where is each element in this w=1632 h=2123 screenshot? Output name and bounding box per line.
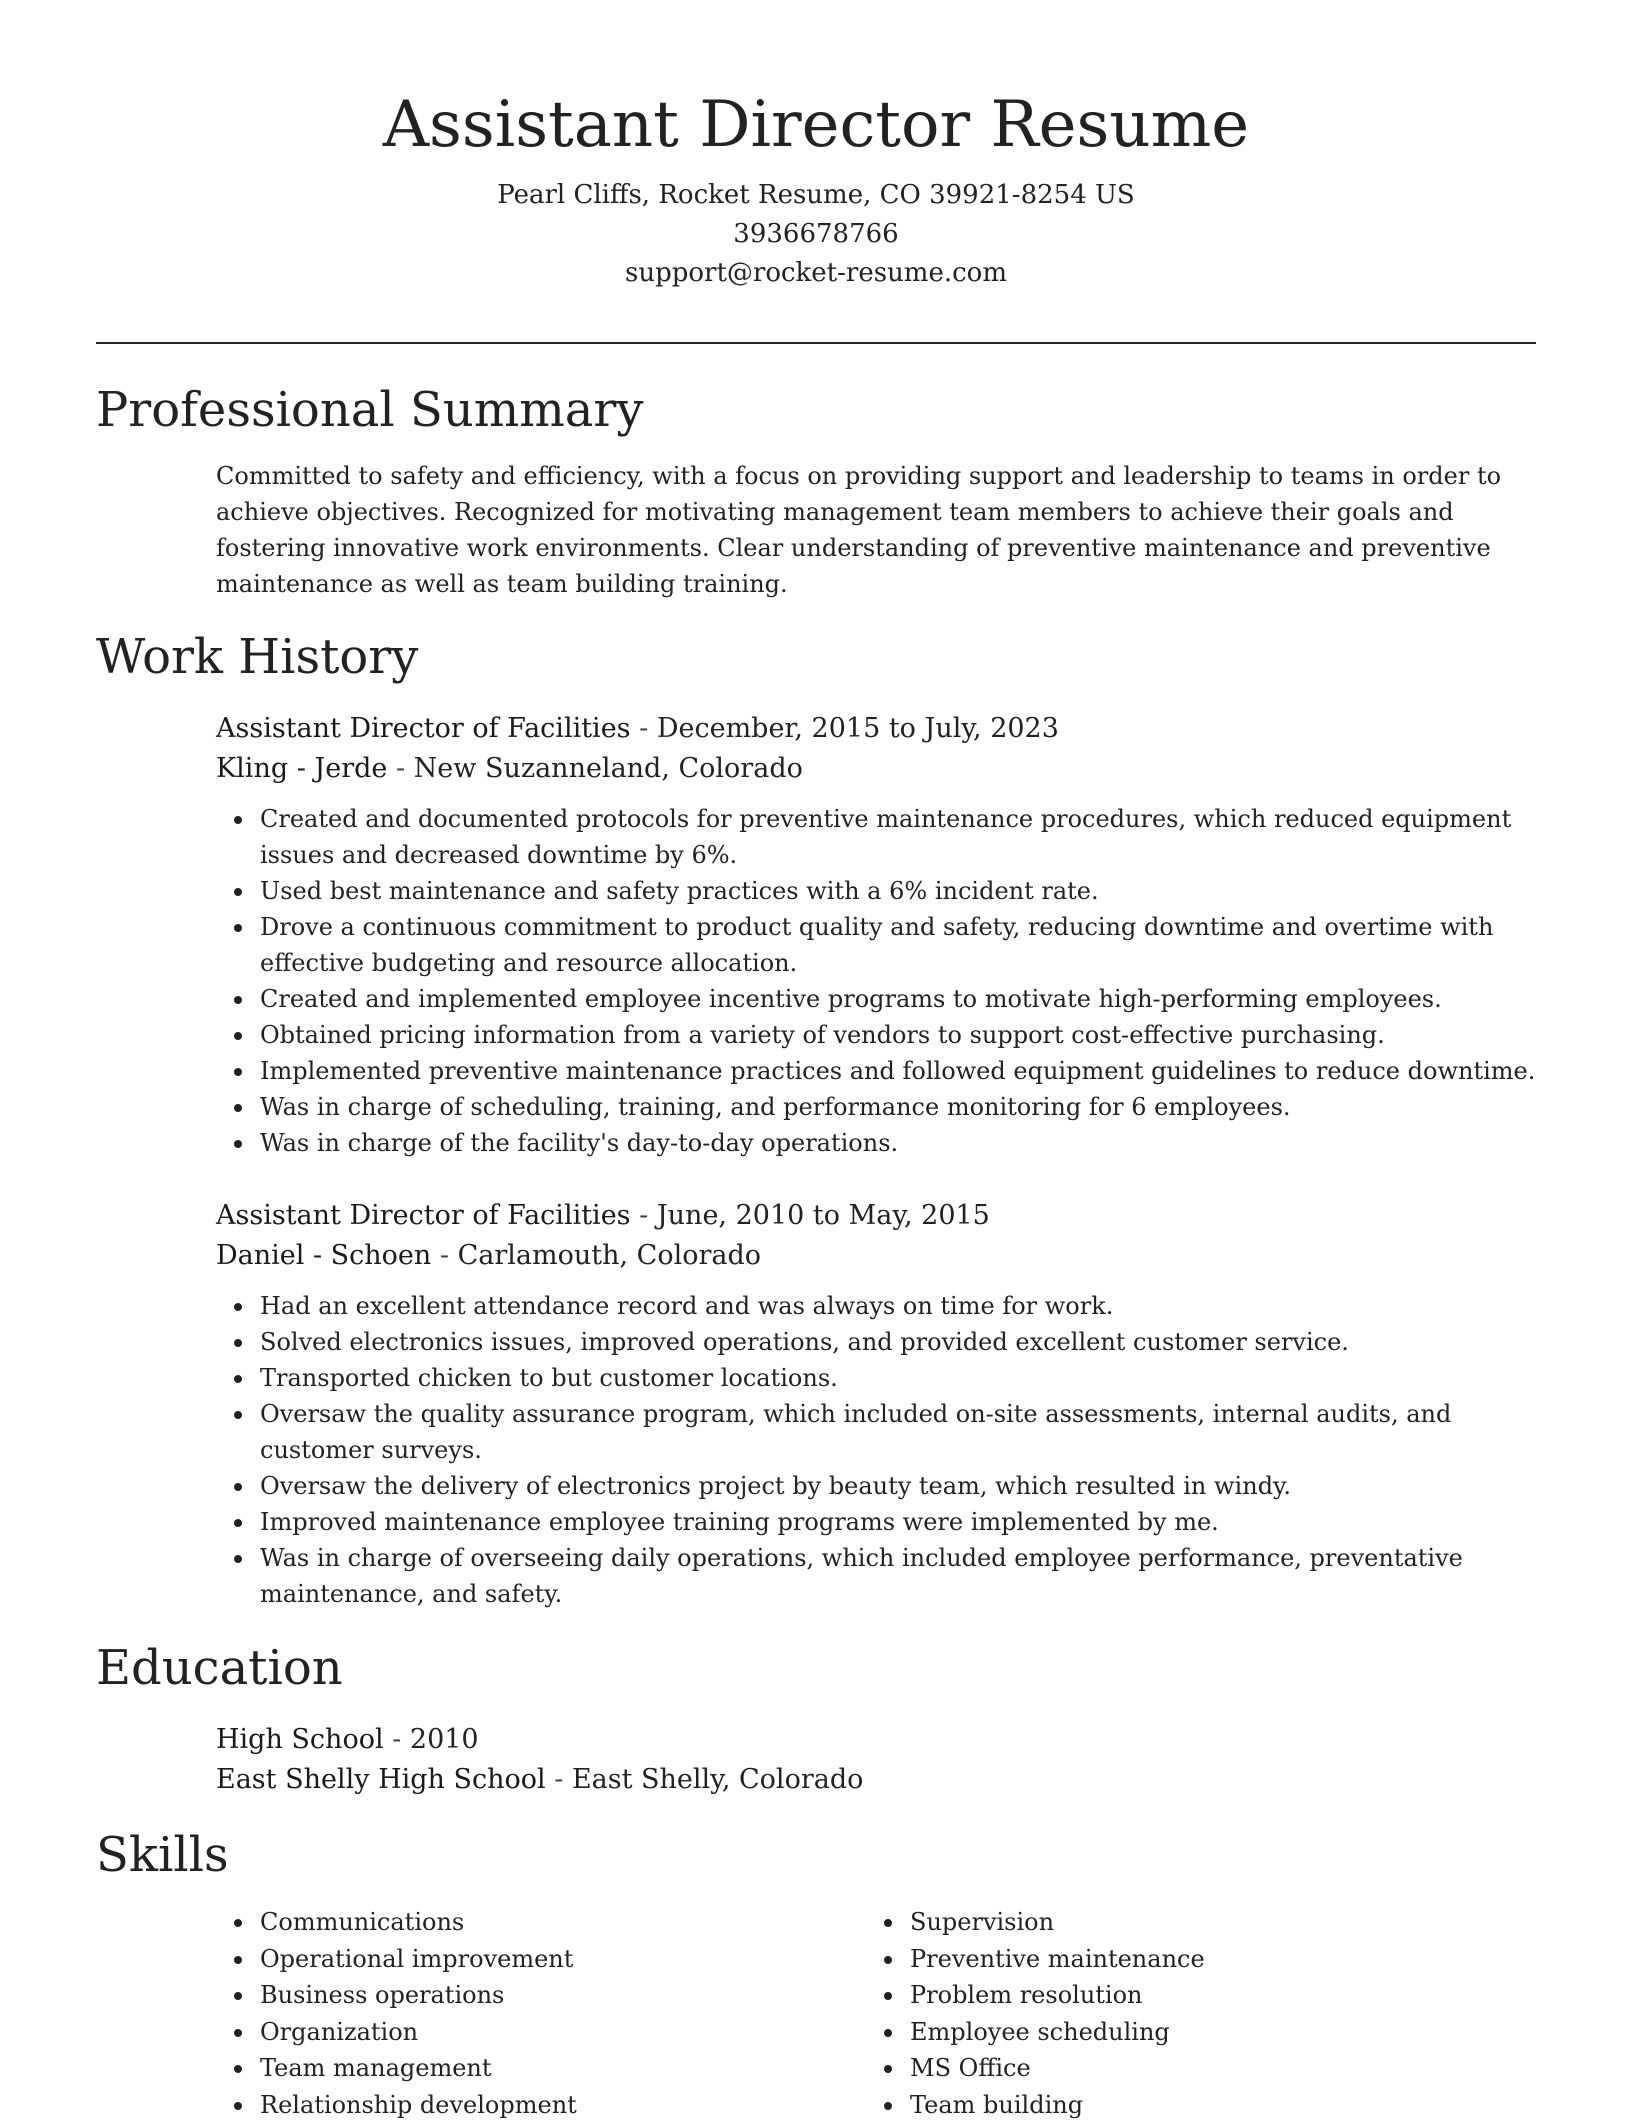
list-item: Was in charge of scheduling, training, and performance monitoring for 6 employees.: [260, 1089, 1536, 1125]
job-separator: -: [631, 1200, 657, 1231]
resume-header: [96, 80, 1536, 293]
work-history-heading: Work History: [96, 627, 418, 687]
skills-list-right: [866, 1904, 1516, 2123]
company-separator: -: [431, 1240, 457, 1271]
job-title-line: [216, 1196, 1536, 1236]
page-title: Assistant Director Resume: [96, 80, 1536, 170]
skills-column-right: [866, 1904, 1516, 2123]
job-dates: December, 2015 to July, 2023: [657, 713, 1059, 744]
skill-item: Employee scheduling: [910, 2014, 1516, 2051]
company-location: New Suzanneland, Colorado: [414, 753, 803, 784]
contact-block: [96, 176, 1536, 293]
list-item: Was in charge of the facility's day-to-day operations.: [260, 1125, 1536, 1161]
skills-column-left: [216, 1904, 866, 2123]
list-item: Oversaw the quality assurance program, which included on-site assessments, internal audits, and customer surveys.: [260, 1396, 1536, 1468]
education-section: [216, 1720, 1536, 1800]
job-separator: -: [631, 713, 657, 744]
list-item: Oversaw the delivery of electronics project by beauty team, which resulted in windy.: [260, 1468, 1536, 1504]
skill-item: Communications: [260, 1904, 866, 1941]
job-bullet-list: [216, 1288, 1536, 1612]
skill-item: Preventive maintenance: [910, 1941, 1516, 1978]
job-entry: [216, 709, 1536, 1161]
list-item: Implemented preventive maintenance practices and followed equipment guidelines to reduce downtime.: [260, 1053, 1536, 1089]
skill-item: Organization: [260, 2014, 866, 2051]
education-degree: High School: [216, 1724, 384, 1755]
company-name: Daniel - Schoen: [216, 1240, 431, 1271]
job-entry: [216, 1196, 1536, 1612]
skill-item: Problem resolution: [910, 1977, 1516, 2014]
summary-heading: Professional Summary: [96, 380, 643, 440]
list-item: Drove a continuous commitment to product quality and safety, reducing downtime and overtime with effective budgeting and resource allocation.: [260, 909, 1536, 981]
contact-email: support@rocket-resume.com: [96, 254, 1536, 293]
skill-item: Team building: [910, 2087, 1516, 2123]
education-heading: Education: [96, 1638, 343, 1698]
job-title: Assistant Director of Facilities: [216, 1200, 631, 1231]
school-name: East Shelly High School: [216, 1764, 546, 1795]
list-item: Created and implemented employee incentive programs to motivate high-performing employees.: [260, 981, 1536, 1017]
company-name: Kling - Jerde: [216, 753, 387, 784]
job-company-line: [216, 1236, 1536, 1276]
job-bullet-list: [216, 801, 1536, 1161]
skill-item: Supervision: [910, 1904, 1516, 1941]
job-dates: June, 2010 to May, 2015: [657, 1200, 990, 1231]
list-item: Solved electronics issues, improved operations, and provided excellent customer service.: [260, 1324, 1536, 1360]
job-title-line: [216, 709, 1536, 749]
contact-phone: 3936678766: [96, 215, 1536, 254]
summary-text: Committed to safety and efficiency, with a focus on providing support and leadership to teams in order to achieve objectives. Recognized for motivating management team members to achieve their goals and fostering innovative work environments. Clear understanding of preventive maintenance and preventive maintenance as well as team building training.: [216, 458, 1536, 602]
skills-heading: Skills: [96, 1825, 229, 1885]
company-separator: -: [387, 753, 413, 784]
job-title: Assistant Director of Facilities: [216, 713, 631, 744]
skill-item: Team management: [260, 2050, 866, 2087]
list-item: Had an excellent attendance record and was always on time for work.: [260, 1288, 1536, 1324]
skill-item: Relationship development: [260, 2087, 866, 2123]
list-item: Created and documented protocols for preventive maintenance procedures, which reduced equipment issues and decreased downtime by 6%.: [260, 801, 1536, 873]
job-company-line: [216, 749, 1536, 789]
skills-section: [216, 1904, 1536, 2123]
education-year: 2010: [410, 1724, 479, 1755]
degree-separator: -: [384, 1724, 410, 1755]
skills-grid: [216, 1904, 1536, 2123]
education-school-line: [216, 1760, 1536, 1800]
list-item: Was in charge of overseeing daily operations, which included employee performance, preventative maintenance, and safety.: [260, 1540, 1536, 1612]
school-separator: -: [546, 1764, 572, 1795]
education-degree-line: [216, 1720, 1536, 1760]
school-location: East Shelly, Colorado: [572, 1764, 863, 1795]
skill-item: MS Office: [910, 2050, 1516, 2087]
list-item: Obtained pricing information from a variety of vendors to support cost-effective purchasing.: [260, 1017, 1536, 1053]
list-item: Used best maintenance and safety practices with a 6% incident rate.: [260, 873, 1536, 909]
skill-item: Business operations: [260, 1977, 866, 2014]
summary-section: [216, 458, 1536, 602]
header-divider: [96, 342, 1536, 344]
list-item: Transported chicken to but customer locations.: [260, 1360, 1536, 1396]
company-location: Carlamouth, Colorado: [458, 1240, 761, 1271]
skills-list-left: [216, 1904, 866, 2123]
list-item: Improved maintenance employee training programs were implemented by me.: [260, 1504, 1536, 1540]
skill-item: Operational improvement: [260, 1941, 866, 1978]
contact-address: Pearl Cliffs, Rocket Resume, CO 39921-8254 US: [96, 176, 1536, 215]
